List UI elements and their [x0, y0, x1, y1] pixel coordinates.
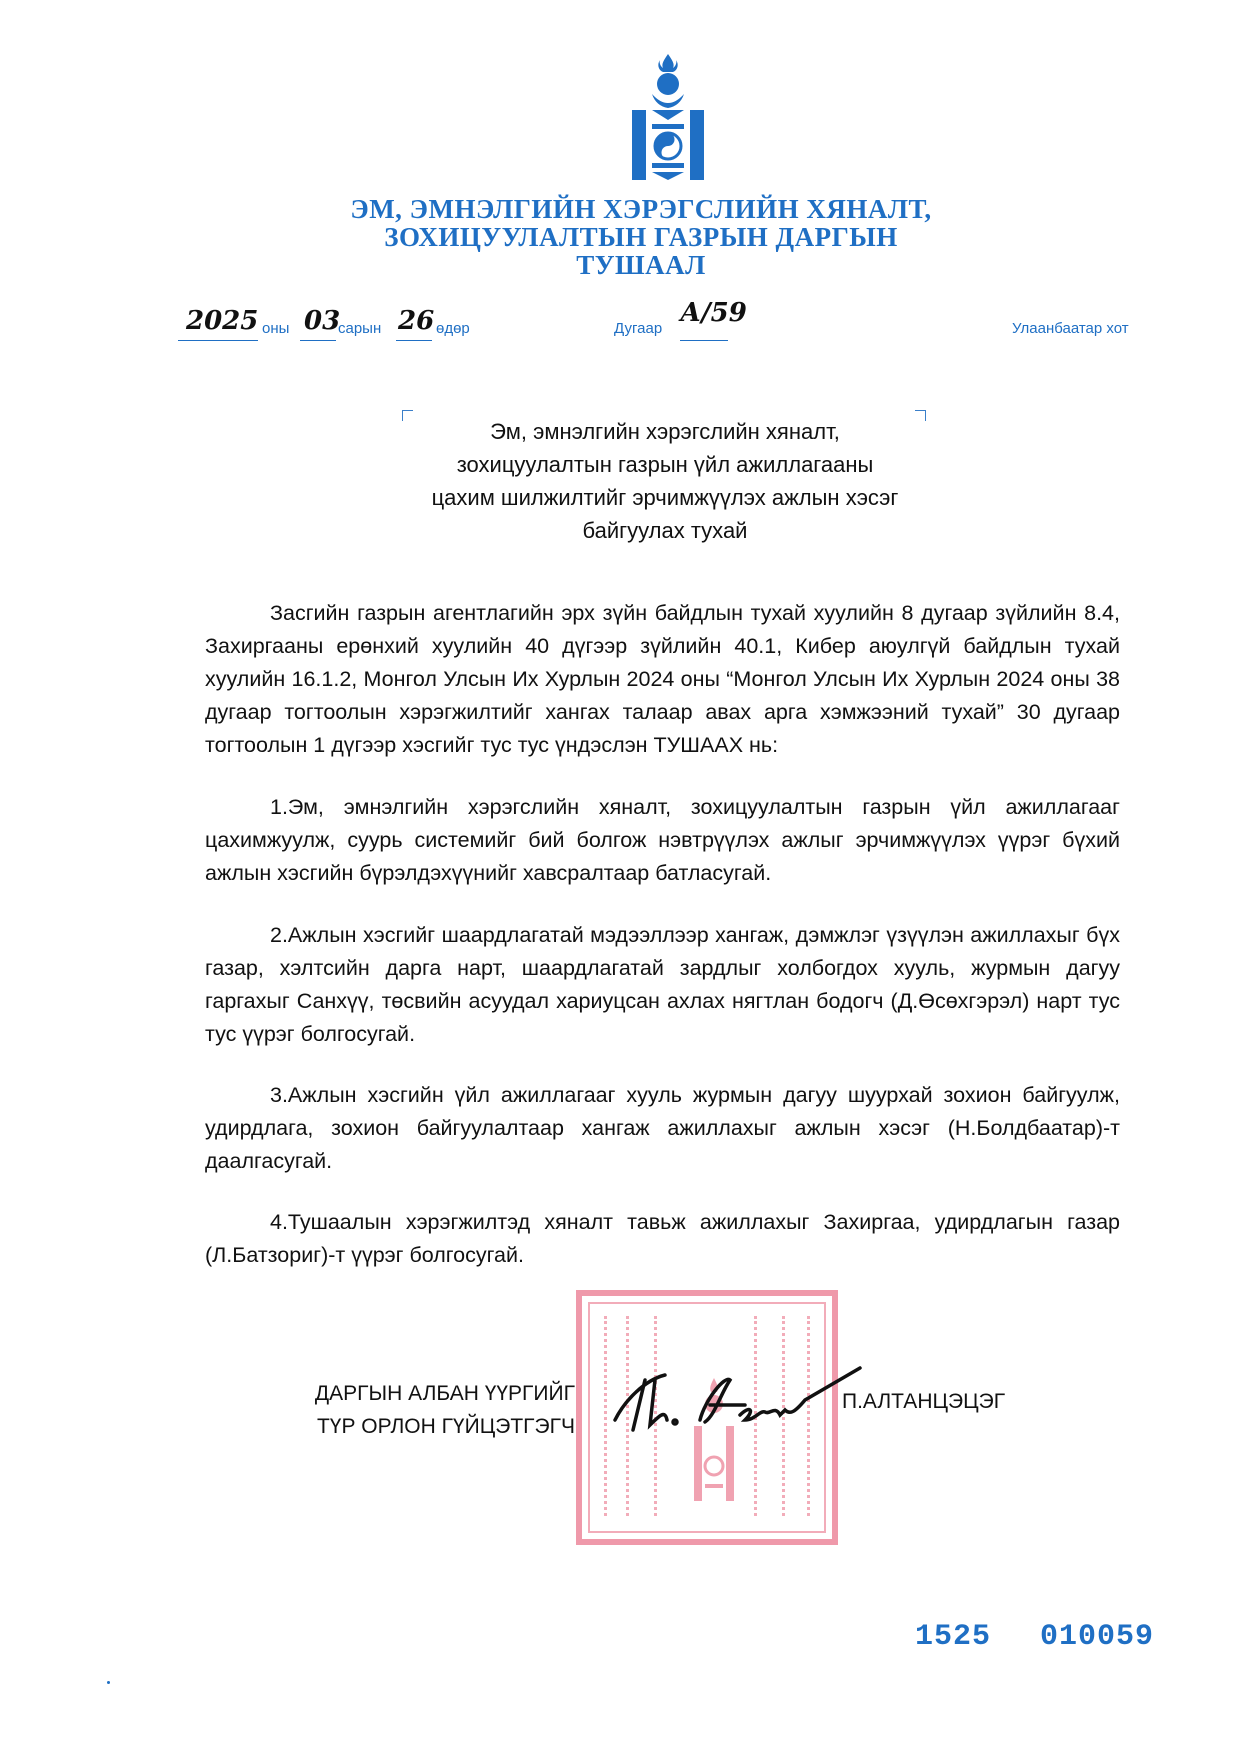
order-item-text: 2.Ажлын хэсгийг шаардлагатай мэдээллээр хангаж, дэмжлэг үзүүлэн ажиллахыг бүх газар, хэлтсийн дарга нарт, шаардлагатай зардлыг холбогдох хууль, журмын дагуу гаргахыг Санхүү, төсвийн асуудал хариуцсан ахлах нягтлан бодогч (Д.Өсөхгэрэл) нарт тус тус үүрэг болгосугай. [205, 923, 1120, 1046]
soyombo-emblem-icon [630, 52, 706, 182]
number-field [680, 298, 747, 341]
serial-prefix: 1525 [915, 1620, 992, 1654]
order-item-text: 1.Эм, эмнэлгийн хэрэгслийн хяналт, зохицуулалтын газрын үйл ажиллагааг цахимжуулж, суурь системийг бий болгож нэвтрүүлэх ажлыг эрчимжүүлэх үүрэг бүхий ажлын хэсгийн бүрэлдэхүүнийг хавсралтаар батласугай. [205, 795, 1120, 885]
month-value: 03 [304, 306, 341, 336]
signatory-title-line: ТҮР ОРЛОН ГҮЙЦЭТГЭГЧ [316, 1415, 575, 1438]
month-label: сарын [338, 320, 382, 337]
order-item-2 [205, 919, 1120, 1051]
year-field [178, 306, 259, 341]
org-title-line-1: ЭМ, ЭМНЭЛГИЙН ХЭРЭГСЛИЙН ХЯНАЛТ, [350, 194, 932, 224]
handwritten-signature [605, 1360, 865, 1440]
document-type: ТУШААЛ [576, 250, 706, 280]
year-label: оны [262, 320, 290, 337]
order-item-text: 3.Ажлын хэсгийн үйл ажиллагааг хууль журмын дагуу шуурхай зохион байгуулж, удирдлага, зохион байгуулалтаар хангаж ажиллахыг ажлын хэсэг (Н.Болдбаатар)-т даалгасугай. [205, 1083, 1120, 1173]
number-value: А/59 [680, 298, 747, 328]
org-title-line-2: ЗОХИЦУУЛАЛТЫН ГАЗРЫН ДАРГЫН [384, 222, 898, 252]
day-field [396, 306, 435, 341]
city-label: Улаанбаатар хот [1012, 320, 1129, 337]
preamble-text: Засгийн газрын агентлагийн эрх зүйн байдлын тухай хуулийн 8 дугаар зүйлийн 8.4, Захиргааны ерөнхий хуулийн 40 дүгээр зүйлийн 40.1, Кибер аюулгүй байдлын тухай хуулийн 16.1.2, Монгол Улсын Их Хурлын 2024 оны “Монгол Улсын Их Хурлын 2024 оны 38 дугаар тогтоолын хэрэгжилтийг хангах талаар авах арга хэмжээний тухай” 30 дугаар тогтоолын 1 дүгээр хэсгийг тус тус үндэслэн ТУШААХ нь: [205, 601, 1120, 757]
document-serial [915, 1620, 1154, 1654]
subject-line: зохицуулалтын газрын үйл ажиллагааны [456, 452, 874, 477]
order-item-text: 4.Тушаалын хэрэгжилтэд хяналт тавьж ажиллахыг Захиргаа, удирдлагын газар (Л.Батзориг)-т үүрэг болгосугай. [205, 1210, 1120, 1267]
scan-speck [107, 1681, 110, 1684]
subject-block [400, 415, 930, 547]
order-item-4 [205, 1206, 1120, 1272]
subject-line: байгуулах тухай [582, 518, 748, 543]
day-value: 26 [398, 306, 435, 336]
signatory-title-line: ДАРГЫН АЛБАН ҮҮРГИЙГ [314, 1382, 575, 1405]
subject-line: цахим шилжилтийг эрчимжүүлэх ажлын хэсэг [431, 485, 899, 510]
signatory-name: П.АЛТАНЦЭЦЭГ [842, 1390, 1006, 1413]
meta-line [0, 298, 1242, 350]
order-item-3 [205, 1079, 1120, 1178]
year-value: 2025 [186, 306, 259, 336]
order-item-1 [205, 791, 1120, 890]
day-label: өдөр [436, 320, 470, 337]
serial-number: 010059 [1040, 1620, 1155, 1654]
month-field [300, 306, 341, 341]
org-header [0, 195, 1242, 279]
signatory-title [265, 1377, 575, 1443]
preamble-paragraph [205, 597, 1120, 762]
subject-line: Эм, эмнэлгийн хэрэгслийн хяналт, [490, 419, 840, 444]
number-label: Дугаар [614, 320, 663, 337]
